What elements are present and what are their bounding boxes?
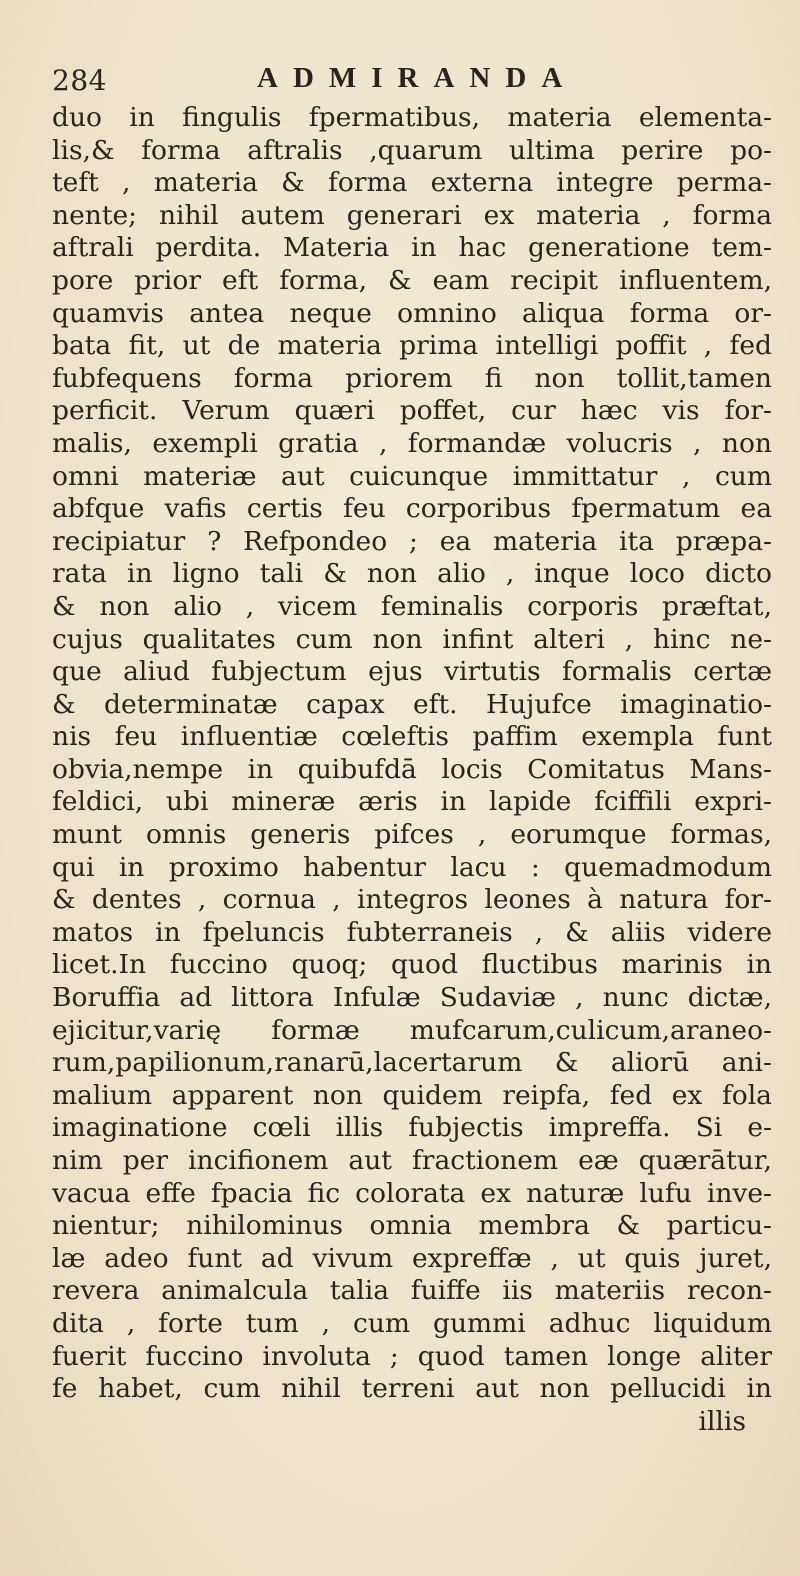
text-line: que aliud fubjectum ejus virtutis formalis certæ <box>52 656 772 688</box>
text-line: lis,& forma aftralis ,quarum ultima perire po- <box>52 134 772 166</box>
text-line: abfque vafis certis feu corporibus fpermatum ea <box>52 493 772 525</box>
text-line: qui in proximo habentur lacu : quemadmodum <box>52 851 772 883</box>
text-line: nis feu influentiæ cœleftis paffim exempla funt <box>52 721 772 753</box>
text-line: perficit. Verum quæri poffet, cur hæc vis for- <box>52 395 772 427</box>
text-line: duo in fingulis fpermatibus, materia elementa- <box>52 102 772 133</box>
text-line: quamvis antea neque omnino aliqua forma or- <box>52 297 772 329</box>
text-line: dita , forte tum , cum gummi adhuc liquidum <box>52 1307 772 1339</box>
text-line: nientur; nihilominus omnia membra & particu- <box>52 1210 772 1242</box>
text-line: omni materiæ aut cuicunque immittatur , cum <box>52 460 772 492</box>
text-line: pore prior eft forma, & eam recipit influentem, <box>52 264 772 296</box>
text-line: læ adeo funt ad vivum expreffæ , ut quis juret, <box>52 1242 772 1274</box>
text-line: nente; nihil autem generari ex materia , forma <box>52 199 772 231</box>
text-line: feldici, ubi mineræ æris in lapide fciffili expri- <box>52 786 772 818</box>
text-line: malis, exempli gratia , formandæ volucris , non <box>52 427 772 459</box>
text-line: & dentes , cornua , integros leones à natura for- <box>52 884 772 916</box>
text-line: rum,papilionum,ranarū,lacertarum & aliorū ani- <box>52 1047 772 1079</box>
text-line: imaginatione cœli illis fubjectis impreffa. Si e- <box>52 1112 772 1144</box>
text-line: teft , materia & forma externa integre perma- <box>52 167 772 199</box>
text-line: cujus qualitates cum non infint alteri , hinc ne- <box>52 623 772 655</box>
text-line: vacua effe fpacia fic colorata ex naturæ lufu inve- <box>52 1177 772 1209</box>
text-line: nim per incifionem aut fractionem eæ quærātur, <box>52 1145 772 1176</box>
text-line: recipiatur ? Refpondeo ; ea materia ita præpa- <box>52 525 772 557</box>
text-line: matos in fpeluncis fubterraneis , & aliis videre <box>52 916 772 948</box>
text-line: aftrali perdita. Materia in hac generatione tem- <box>52 232 772 264</box>
page-header <box>52 62 772 102</box>
text-line: rata in ligno tali & non alio , inque loco dicto <box>52 558 772 590</box>
text-line: & non alio , vicem feminalis corporis præftat, <box>52 590 772 622</box>
text-line: fubfequens forma priorem fi non tollit,tamen <box>52 362 772 394</box>
text-line: fe habet, cum nihil terreni aut non pellucidi in <box>52 1373 772 1405</box>
catchword: illis <box>698 1405 746 1437</box>
text-line: Boruffia ad littora Infulæ Sudaviæ , nunc dictæ, <box>52 982 772 1014</box>
page-number: 284 <box>52 64 107 97</box>
text-line: malium apparent non quidem reipfa, fed ex fola <box>52 1079 772 1111</box>
text-line: obvia,nempe in quibufdā locis Comitatus Mans- <box>52 753 772 785</box>
text-line: fuerit fuccino involuta ; quod tamen longe aliter <box>52 1340 772 1372</box>
running-head: ADMIRANDA <box>257 62 578 94</box>
text-line: bata fit, ut de materia prima intelligi poffit , fed <box>52 330 772 362</box>
text-line: licet.In fuccino quoq; quod fluctibus marinis in <box>52 949 772 981</box>
text-line: ejicitur,varię formæ mufcarum,culicum,araneo- <box>52 1014 772 1046</box>
body-text <box>52 102 772 1438</box>
text-line: revera animalcula talia fuiffe iis materiis recon- <box>52 1275 772 1307</box>
text-line: munt omnis generis pifces , eorumque formas, <box>52 819 772 851</box>
text-line: & determinatæ capax eft. Hujufce imaginatio- <box>52 688 772 720</box>
